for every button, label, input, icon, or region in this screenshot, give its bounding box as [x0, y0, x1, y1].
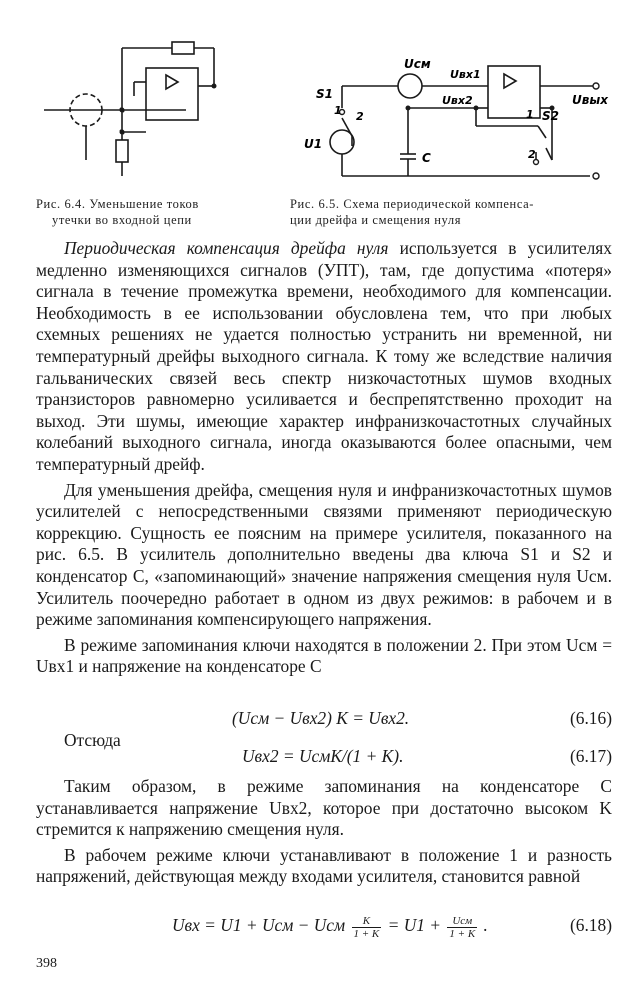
- label-u1: U1: [304, 137, 323, 151]
- equation-6-17: Uвх2 = UсмK/(1 + K).: [242, 746, 404, 766]
- figure-6-4-caption-line2: утечки во входной цепи: [52, 213, 192, 227]
- equation-6-18-frac1-den: 1 + K: [353, 927, 380, 940]
- equation-6-18-fraction-1: [352, 915, 382, 940]
- equation-6-18-number: (6.18): [569, 915, 612, 935]
- label-ucm: Uсм: [404, 57, 431, 71]
- label-n2b: 2: [528, 148, 536, 161]
- figure-6-5: [290, 48, 620, 188]
- equation-6-18-mid: = U1 +: [387, 915, 446, 935]
- paragraph-4: Таким образом, в режиме запоминания на конденсаторе C устанавливается напряжение Uвх2, которое при достаточно высоком K стремится к напряжению смещения нуля.: [36, 776, 612, 840]
- label-uout: Uвых: [572, 93, 608, 107]
- equation-6-16: (Uсм − Uвх2) K = Uвх2.: [232, 708, 410, 728]
- equation-6-16-number: (6.16): [569, 708, 612, 728]
- label-s2: S2: [542, 109, 559, 123]
- label-ubx2: Uвх2: [442, 94, 473, 107]
- label-n1: 1: [334, 104, 342, 117]
- equation-6-18-frac2-den: 1 + K: [449, 927, 476, 940]
- label-n2: 2: [356, 110, 364, 123]
- figure-6-4-caption-line1: Рис. 6.4. Уменьшение токов: [36, 197, 199, 211]
- body-text-upper: [36, 238, 612, 678]
- figure-6-4-caption: [36, 196, 276, 228]
- page-number: 398: [36, 956, 57, 971]
- equation-6-18-left: Uвх = U1 + Uсм − Uсм: [172, 915, 346, 935]
- paragraph-2: Для уменьшения дрейфа, смещения нуля и инфранизкочастотных шумов усилителей с непосредственными связями применяют периодическую коррекцию. Сущность ее поясним на примере усилителя, показанного на рис. 6.5. В усилитель дополнительно введены два ключа S1 и S2 и конденсатор C, «запоминающий» значение напряжения смещения нуля Uсм. Усилитель поочередно работает в одном из двух режимов: в рабочем и в режиме запоминания компенсирующего напряжения.: [36, 479, 612, 630]
- figure-6-5-schematic: [290, 48, 620, 188]
- label-ubx1: Uвх1: [450, 68, 481, 81]
- paragraph-3: В режиме запоминания ключи находятся в положении 2. При этом Uсм = Uвх1 и напряжение на конденсаторе C: [36, 634, 612, 677]
- label-c: C: [422, 151, 431, 165]
- otsyuda-word: Отсюда: [64, 730, 121, 750]
- figure-6-4: [36, 20, 276, 180]
- figure-6-5-caption-line1: Рис. 6.5. Схема периодической компенса-: [290, 197, 535, 211]
- equation-6-18-end: .: [483, 915, 488, 935]
- equation-6-18-row: [36, 910, 612, 940]
- equation-6-18-fraction-2: [447, 915, 477, 940]
- equation-6-17-number: (6.17): [569, 746, 612, 766]
- figure-6-5-caption: [290, 196, 620, 228]
- paragraph-1-lead: Периодическая компенсация дрейфа нуля: [64, 238, 389, 258]
- equation-6-18: [172, 910, 488, 940]
- paragraph-5: В рабочем режиме ключи устанавливают в положение 1 и разность напряжений, действующая между входами усилителя, становится равной: [36, 844, 612, 887]
- equation-6-16-row: [36, 706, 612, 730]
- figure-6-5-caption-line2: ции дрейфа и смещения нуля: [290, 213, 462, 227]
- label-n1b: 1: [526, 108, 534, 121]
- equation-6-18-frac1-num: K: [352, 915, 382, 928]
- body-text-lower: [36, 776, 612, 888]
- figure-6-4-schematic: [36, 20, 276, 180]
- label-s1: S1: [316, 87, 333, 101]
- paragraph-1: [36, 238, 612, 476]
- equation-6-17-line: [36, 744, 612, 768]
- equation-6-18-frac2-num: Uсм: [447, 915, 477, 928]
- paragraph-1-rest: используется в усилителях медленно изменяющихся сигналов (УПТ), там, где допустима «потеря» сигнала в течение промежутка времени, необходимого для компенсации. Необходимость в ее использовании обусловлена тем, что при любых схемных решениях не удается полностью устранить ни временной, ни температурный дрейфы выходного сигнала. К тому же вследствие наличия гальванических связей весь спектр низкочастотных шумов входных транзисторов равномерно усиливается и беспрепятственно проходит на выход. Эти шумы, имеющие характер инфранизкочастотных случайных колебаний выходного сигнала, иногда оказываются более опасными, чем температурный дрейф.: [36, 238, 613, 474]
